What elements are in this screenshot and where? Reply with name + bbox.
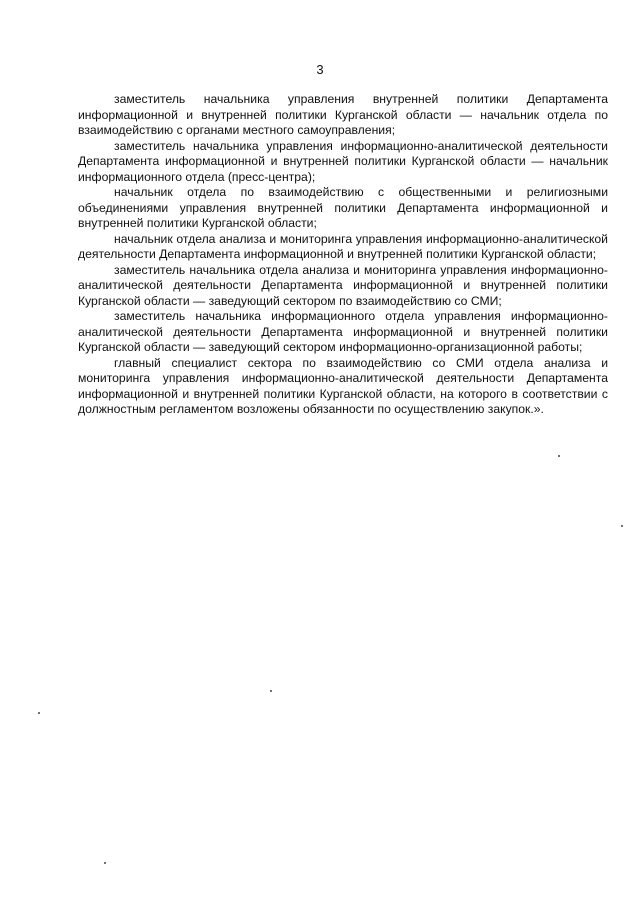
- paragraph-5: заместитель начальника отдела анализа и мониторинга управления информационно-аналитической деятельности Департамента информационной и внутренней политики Курганской области — заведующий сектором по взаимодействию со СМИ;: [78, 262, 608, 308]
- document-body: [78, 92, 608, 418]
- scan-speck: [621, 525, 623, 527]
- paragraph-2: заместитель начальника управления информационно-аналитической деятельности Департамента информационной и внутренней политики Курганской области — начальник информационного отдела (пресс-центра);: [78, 138, 608, 184]
- page-number: 3: [316, 62, 324, 77]
- paragraph-6: заместитель начальника информационного отдела управления информационно-аналитической деятельности Департамента информационной и внутренней политики Курганской области — заведующий сектором информационно-организационной работы;: [78, 309, 608, 354]
- paragraph-7: главный специалист сектора по взаимодействию со СМИ отдела анализа и мониторинга управления информационно-аналитической деятельности Департамента информационной и внутренней политики Курганской области, на которого в соответствии с должностным регламентом возложены обязанности по осуществлению закупок.».: [78, 355, 608, 416]
- scan-speck: [270, 690, 272, 692]
- scan-speck: [38, 712, 40, 714]
- paragraph-4: начальник отдела анализа и мониторинга управления информационно-аналитической деятельности Департамента информационной и внутренней политики Курганской области;: [78, 231, 608, 261]
- scan-speck: [558, 455, 560, 457]
- paragraph-3: начальник отдела по взаимодействию с общественными и религиозными объединениями управления внутренней политики Департамента информационной и внутренней политики Курганской области;: [78, 185, 608, 230]
- paragraph-1: заместитель начальника управления внутренней политики Департамента информационной и внутренней политики Курганской области — начальник отдела по взаимодействию с органами местного самоуправления;: [78, 92, 608, 137]
- scan-speck: [104, 862, 106, 864]
